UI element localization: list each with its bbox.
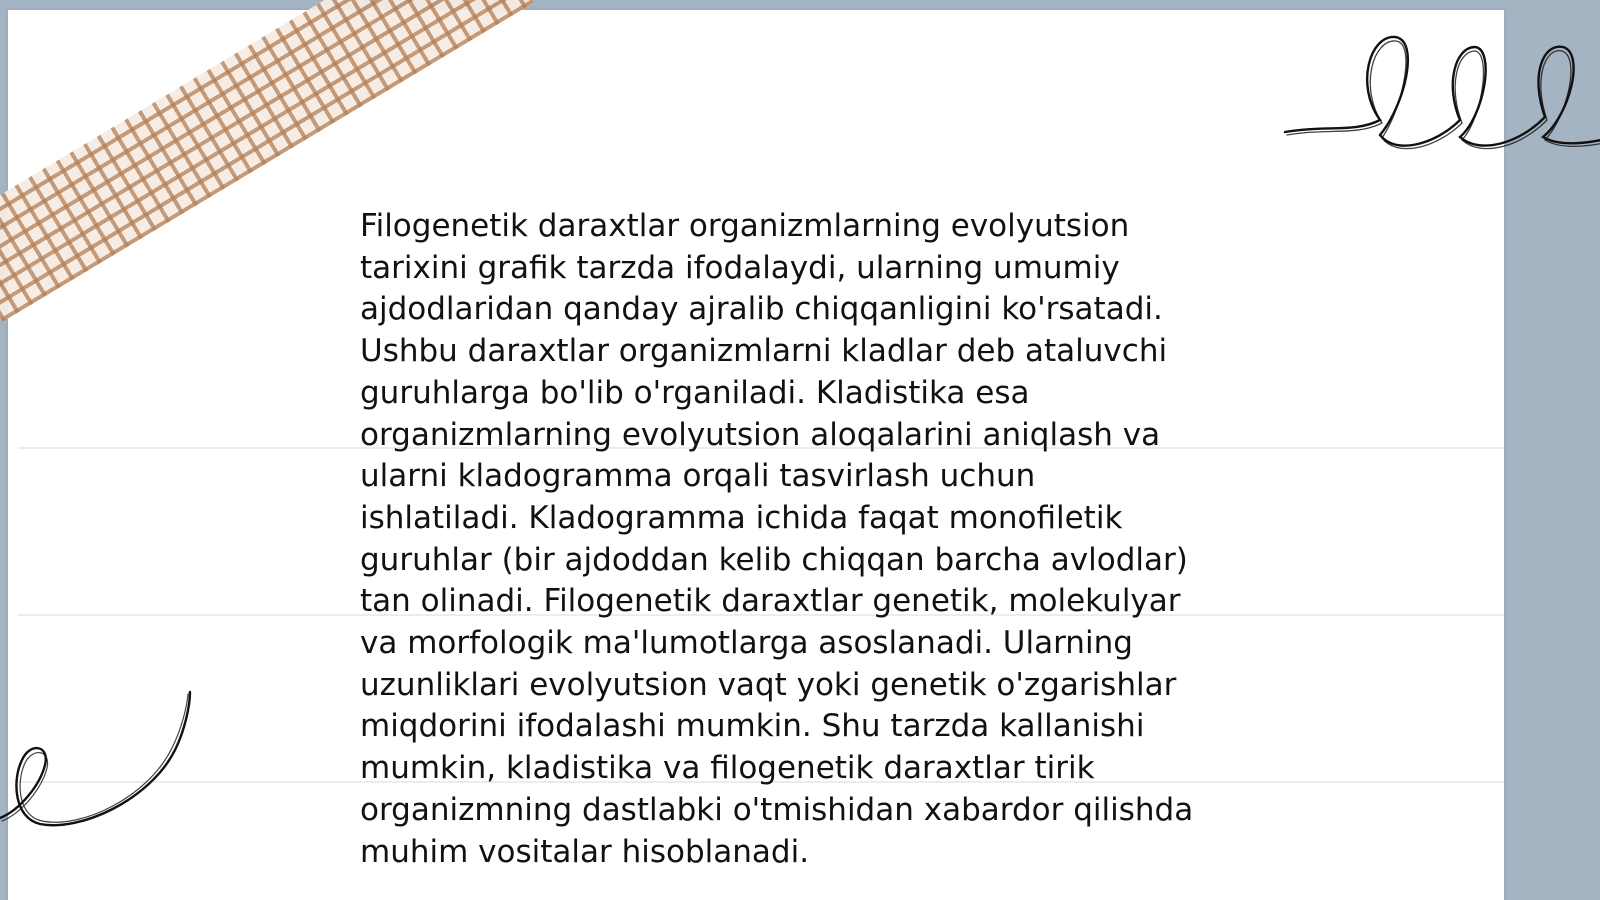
scribble-swirl-icon bbox=[0, 690, 200, 850]
body-paragraph: Filogenetik daraxtlar organizmlarning evolyutsion tarixini grafik tarzda ifodalaydi, ularning umumiy ajdodlaridan qanday ajralib chiqqanligini ko'rsatadi. Ushbu daraxtlar organizmlarni kladlar deb ataluvchi guruhlarga bo'lib o'rganiladi. Kladistika esa organizmlarning evolyutsion aloqalarini aniqlash va ularni kladogramma orqali tasvirlash uchun ishlatiladi. Kladogramma ichida faqat monofiletik guruhlar (bir ajdoddan kelib chiqqan barcha avlodlar) tan olinadi. Filogenetik daraxtlar genetik, molekulyar va morfologik ma'lumotlarga asoslanadi. Ularning uzunliklari evolyutsion vaqt yoki genetik o'zgarishlar miqdorini ifodalashi mumkin. Shu tarzda kallanishi mumkin, kladistika va filogenetik daraxtlar tirik organizmning dastlabki o'tmishidan xabardor qilishda muhim vositalar hisoblanadi. bbox=[360, 208, 1194, 870]
scribble-loops-icon bbox=[1285, 25, 1600, 165]
